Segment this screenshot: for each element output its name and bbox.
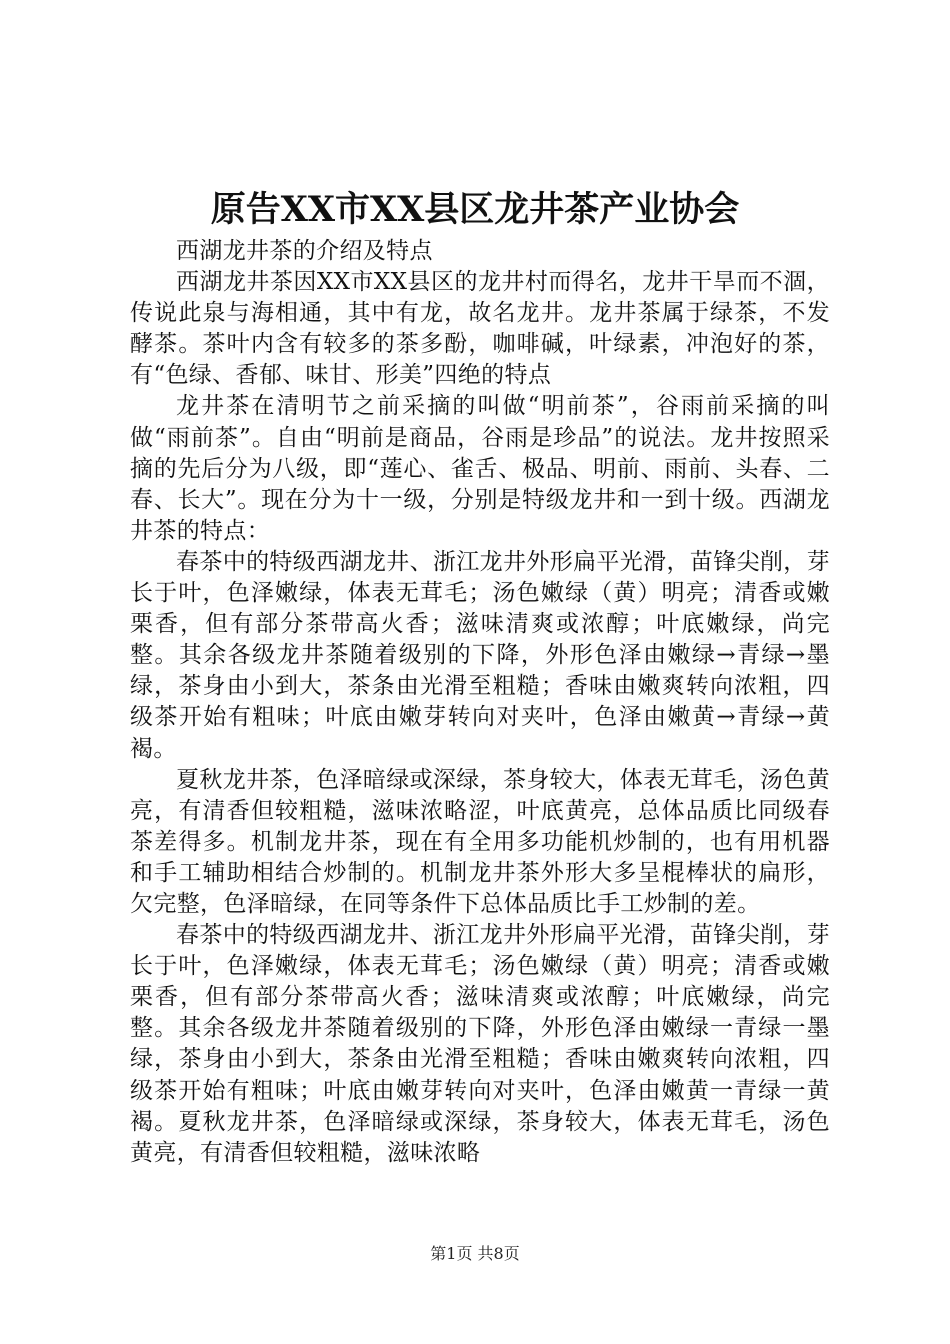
document-body <box>130 236 830 1169</box>
paragraph: 春茶中的特级西湖龙井、浙江龙井外形扁平光滑，苗锋尖削，芽长于叶，色泽嫩绿，体表无茸毛；汤色嫩绿（黄）明亮；清香或嫩栗香，但有部分茶带高火香；滋味清爽或浓醇；叶底嫩绿，尚完整。其余各级龙井茶随着级别的下降，外形色泽由嫩绿→青绿→墨绿，茶身由小到大，茶条由光滑至粗糙；香味由嫩爽转向浓粗，四级茶开始有粗味；叶底由嫩芽转向对夹叶，色泽由嫩黄→青绿→黄褐。 <box>130 548 830 762</box>
paragraph: 龙井茶在清明节之前采摘的叫做“明前茶”，谷雨前采摘的叫做“雨前茶”。自由“明前是商品，谷雨是珍品”的说法。龙井按照采摘的先后分为八级，即“莲心、雀舌、极品、明前、雨前、头春、二春、长大”。现在分为十一级，分别是特级龙井和一到十级。西湖龙井茶的特点： <box>130 393 830 544</box>
paragraph: 夏秋龙井茶，色泽暗绿或深绿，茶身较大，体表无茸毛，汤色黄亮，有清香但较粗糙，滋味浓略涩，叶底黄亮，总体品质比同级春茶差得多。机制龙井茶，现在有全用多功能机炒制的，也有用机器和手工辅助相结合炒制的。机制龙井茶外形大多呈棍棒状的扁形，欠完整，色泽暗绿，在同等条件下总体品质比手工炒制的差。 <box>130 766 830 917</box>
paragraph: 春茶中的特级西湖龙井、浙江龙井外形扁平光滑，苗锋尖削，芽长于叶，色泽嫩绿，体表无茸毛；汤色嫩绿（黄）明亮；清香或嫩栗香，但有部分茶带高火香；滋味清爽或浓醇；叶底嫩绿，尚完整。其余各级龙井茶随着级别的下降，外形色泽由嫩绿一青绿一墨绿，茶身由小到大，茶条由光滑至粗糙；香味由嫩爽转向浓粗，四级茶开始有粗味；叶底由嫩芽转向对夹叶，色泽由嫩黄一青绿一黄褐。夏秋龙井茶，色泽暗绿或深绿，茶身较大，体表无茸毛，汤色黄亮，有清香但较粗糙，滋味浓略 <box>130 922 830 1166</box>
page-number: 第1页 共8页 <box>430 1244 520 1263</box>
paragraph: 西湖龙井茶因XX市XX县区的龙井村而得名，龙井干旱而不涸，传说此泉与海相通，其中有龙，故名龙井。龙井茶属于绿茶，不发酵茶。茶叶内含有较多的茶多酚，咖啡碱，叶绿素，冲泡好的茶，有“色绿、香郁、味甘、形美”四绝的特点 <box>130 269 830 389</box>
paragraph-heading: 西湖龙井茶的介绍及特点 <box>176 238 433 264</box>
document-title: 原告XX市XX县区龙井茶产业协会 <box>210 189 740 230</box>
